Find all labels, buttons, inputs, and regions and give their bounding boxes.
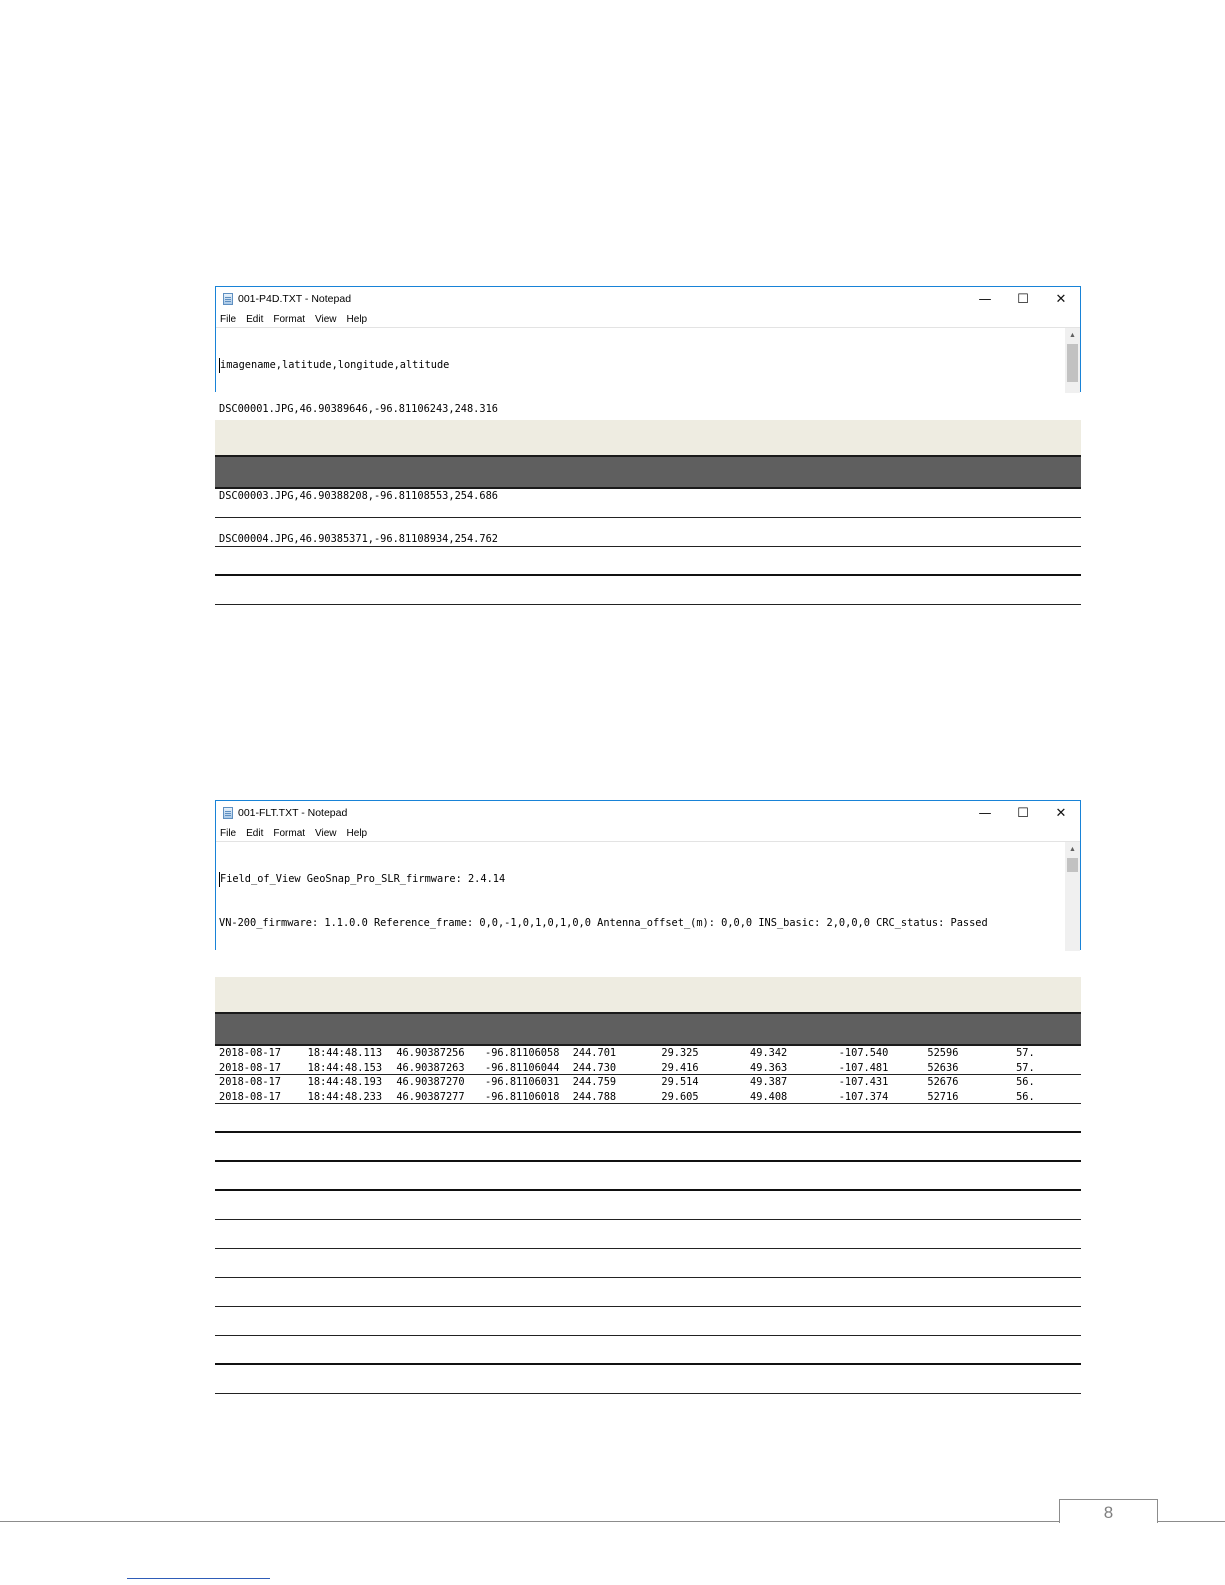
menu-edit[interactable]: Edit — [246, 313, 264, 325]
menu-file[interactable]: File — [220, 313, 237, 325]
data-cell: 29.605 — [661, 1090, 699, 1103]
title-bar[interactable] — [216, 801, 1080, 825]
maximize-icon[interactable]: ☐ — [1017, 805, 1029, 821]
data-cell: -107.540 — [838, 1047, 889, 1059]
close-icon[interactable]: ✕ — [1055, 291, 1067, 307]
close-icon[interactable]: ✕ — [1055, 805, 1067, 821]
data-cell: 244.788 — [572, 1090, 617, 1103]
table-row — [215, 1075, 1081, 1104]
data-cell: 46.90387270 — [396, 1076, 465, 1088]
notepad-icon — [223, 293, 233, 305]
data-cell: 2018-08-17 — [219, 1090, 281, 1103]
table-header — [215, 455, 1081, 489]
text-line: VN-200_firmware: 1.1.0.0 Reference_frame: 0,0,-1,0,1,0,1,0,0 Antenna_offset_(m): 0,0,0 INS_basic: 2,0,0,0 CRC_status: Passed — [219, 916, 988, 929]
data-cell: 52716 — [927, 1090, 959, 1103]
menu-format[interactable]: Format — [273, 827, 306, 839]
vertical-scrollbar[interactable] — [1065, 842, 1080, 951]
data-cell: -96.81106018 — [485, 1090, 560, 1103]
data-cell: 244.730 — [572, 1061, 617, 1074]
scroll-up-icon[interactable]: ▲ — [1069, 846, 1076, 853]
table-row — [215, 489, 1081, 518]
window-title: 001-FLT.TXT - Notepad — [238, 807, 348, 819]
data-cell: 29.514 — [661, 1076, 699, 1088]
data-cell: 56. — [1016, 1090, 1035, 1103]
data-cell: 18:44:48.193 — [307, 1076, 383, 1088]
table-row — [215, 1046, 1081, 1075]
menu-bar — [216, 825, 1080, 841]
menu-view[interactable]: View — [315, 313, 337, 325]
text-line: Field_of_View GeoSnap_Pro_SLR_firmware: 2.4.14 — [220, 873, 506, 885]
maximize-icon[interactable]: ☐ — [1017, 291, 1029, 307]
table-row — [215, 547, 1081, 576]
data-cell: 2018-08-17 — [219, 1061, 281, 1074]
table-caption — [215, 420, 1081, 455]
footer-link-underline[interactable] — [127, 1578, 270, 1579]
minimize-icon[interactable]: — — [978, 805, 992, 821]
data-cell: 49.408 — [750, 1090, 788, 1103]
data-cell: 56. — [1016, 1076, 1035, 1088]
table-row — [215, 1220, 1081, 1249]
empty-table-2 — [215, 977, 1081, 1394]
notepad-icon — [223, 807, 233, 819]
table-row — [215, 1249, 1081, 1278]
vertical-scrollbar[interactable] — [1065, 328, 1080, 393]
data-cell: 57. — [1016, 1061, 1035, 1074]
text-line: imagename,latitude,longitude,altitude — [220, 359, 450, 371]
data-cell: 18:44:48.233 — [307, 1090, 383, 1103]
notepad-window-p4d — [215, 286, 1081, 545]
data-cell: -107.374 — [838, 1090, 889, 1103]
data-cell: 52636 — [927, 1061, 959, 1074]
footer-rule — [0, 1521, 1225, 1522]
data-cell: -96.81106058 — [485, 1047, 560, 1059]
table-row — [215, 1162, 1081, 1191]
data-cell: 244.759 — [572, 1076, 617, 1088]
table-row — [215, 1365, 1081, 1394]
table-row — [215, 518, 1081, 547]
data-cell: 46.90387277 — [396, 1090, 465, 1103]
data-cell: 52676 — [927, 1076, 959, 1088]
window-title: 001-P4D.TXT - Notepad — [238, 293, 352, 305]
scrollbar-thumb[interactable] — [1067, 858, 1078, 872]
text-line: DSC00004.JPG,46.90385371,-96.81108934,254.762 — [219, 533, 498, 545]
menu-format[interactable]: Format — [273, 313, 306, 325]
menu-view[interactable]: View — [315, 827, 337, 839]
data-cell: 18:44:48.153 — [307, 1061, 383, 1074]
data-cell: 29.325 — [661, 1047, 699, 1059]
page-number: 8 — [1059, 1499, 1158, 1523]
table-row — [215, 1104, 1081, 1133]
table-row — [215, 576, 1081, 605]
table-caption — [215, 977, 1081, 1012]
data-cell: 49.387 — [750, 1076, 788, 1088]
data-cell: 29.416 — [661, 1061, 699, 1074]
table-row — [215, 1133, 1081, 1162]
title-bar[interactable] — [216, 287, 1080, 311]
text-area[interactable] — [216, 327, 1080, 545]
data-cell: 46.90387263 — [396, 1061, 465, 1074]
menu-file[interactable]: File — [220, 827, 237, 839]
minimize-icon[interactable]: — — [978, 291, 992, 307]
data-cell: 244.701 — [572, 1047, 617, 1059]
data-cell: -96.81106031 — [485, 1076, 560, 1088]
data-cell: -107.431 — [838, 1076, 889, 1088]
data-cell: 49.363 — [750, 1061, 788, 1074]
data-cell: 49.342 — [750, 1047, 788, 1059]
data-cell: -107.481 — [838, 1061, 889, 1074]
table-row — [215, 1307, 1081, 1336]
table-row — [215, 1336, 1081, 1365]
table-header — [215, 1012, 1081, 1046]
data-cell: 52596 — [927, 1047, 959, 1059]
scrollbar-thumb[interactable] — [1067, 344, 1078, 382]
menu-bar — [216, 311, 1080, 327]
menu-help[interactable]: Help — [346, 827, 368, 839]
data-cell: 2018-08-17 — [219, 1047, 281, 1059]
table-row — [215, 1278, 1081, 1307]
text-line: DSC00001.JPG,46.90389646,-96.81106243,248.316 — [219, 402, 498, 415]
data-cell: 46.90387256 — [396, 1047, 465, 1059]
text-line: DSC00003.JPG,46.90388208,-96.81108553,254.686 — [219, 489, 498, 502]
data-cell: 57. — [1016, 1047, 1035, 1059]
empty-table-1 — [215, 420, 1081, 605]
table-row — [215, 1191, 1081, 1220]
menu-edit[interactable]: Edit — [246, 827, 264, 839]
data-cell: 18:44:48.113 — [307, 1047, 383, 1059]
scroll-up-icon[interactable]: ▲ — [1069, 332, 1076, 339]
data-cell: 2018-08-17 — [219, 1076, 281, 1088]
text-area[interactable] — [216, 841, 1080, 1103]
menu-help[interactable]: Help — [346, 313, 368, 325]
notepad-window-flt — [215, 800, 1081, 1103]
data-cell: -96.81106044 — [485, 1061, 560, 1074]
